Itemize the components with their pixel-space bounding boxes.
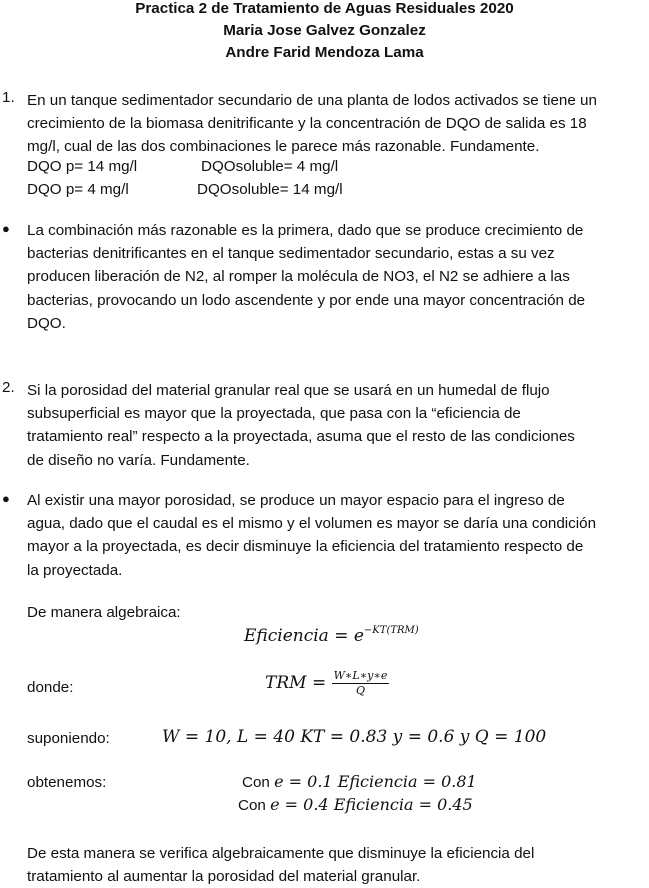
answer-2-bullet: ● — [2, 491, 10, 506]
author-1: Maria Jose Galvez Gonzalez — [223, 22, 426, 39]
answer-2-line: agua, dado que el caudal es el mismo y el volumen es mayor se daría una condición — [27, 515, 597, 533]
answer-1-line: DQO. — [27, 314, 66, 332]
answer-1-text — [27, 219, 647, 335]
question-2-line: Si la porosidad del material granular real que se usará en un humedal de flujo — [27, 382, 550, 399]
answer-2-text — [27, 489, 647, 582]
question-1-line: crecimiento de la biomasa denitrificante y la concentración de DQO de salida es 18 — [27, 115, 587, 133]
obtenemos-label: obtenemos: — [27, 774, 107, 791]
answer-1-line: bacterias, provocando un lodo ascendente y por ende una mayor concentración de — [27, 291, 586, 309]
answer-1-line: producen liberación de N2, al romper la molécula de NO3, el N2 se adhiere a las — [27, 268, 570, 286]
author-2: Andre Farid Mendoza Lama — [225, 44, 424, 61]
question-2-line: subsuperficial es mayor que la proyectada, que pasa con la “eficiencia de — [27, 405, 521, 423]
result-2-math: e = 0.4 Eficiencia = 0.45 — [270, 795, 473, 814]
efficiency-equation — [244, 625, 419, 646]
efficiency-equation-lhs: Eficiencia = e — [244, 626, 364, 646]
question-1-line: mg/l, cual de las dos combinaciones le parece más razonable. Fundamente. — [27, 138, 540, 156]
question-2-line: tratamiento real” respecto a la proyectada, asuma que el resto de las condiciones — [27, 428, 575, 446]
result-1-con: Con — [242, 774, 270, 791]
result-2 — [238, 795, 473, 814]
algebra-label: De manera algebraica: — [27, 604, 181, 621]
answer-2-line: la proyectada. — [27, 561, 123, 579]
result-1 — [242, 772, 477, 791]
question-1-number: 1. — [2, 89, 15, 106]
trm-equation-lhs: TRM = — [265, 673, 327, 693]
conclusion-line: tratamiento al aumentar la porosidad del material granular. — [27, 868, 421, 886]
document-title: Practica 2 de Tratamiento de Aguas Residuales 2020 — [135, 0, 514, 17]
answer-2-line: mayor a la proyectada, es decir disminuye la eficiencia del tratamiento respecto de — [27, 538, 584, 556]
conclusion-text — [27, 842, 647, 888]
question-2-text — [27, 379, 647, 472]
question-1-text — [27, 89, 647, 159]
question-1-line: En un tanque sedimentador secundario de una planta de lodos activados se tiene un — [27, 92, 597, 109]
trm-equation — [265, 669, 389, 698]
efficiency-exponent: −KT(TRM) — [363, 625, 419, 636]
combination-1-dqo-soluble: DQOsoluble= 4 mg/l — [201, 158, 339, 175]
result-1-math: e = 0.1 Eficiencia = 0.81 — [274, 772, 477, 791]
conclusion-line: De esta manera se verifica algebraicamente que disminuye la eficiencia del — [27, 845, 535, 862]
answer-1-line: bacterias denitrificantes en el tanque sedimentador secundario, estas a su vez — [27, 245, 555, 263]
answer-1-bullet: ● — [2, 221, 10, 236]
question-2-number: 2. — [2, 379, 15, 396]
result-2-con: Con — [238, 797, 266, 814]
trm-denominator: Q — [355, 684, 365, 697]
combination-1-dqo-p: DQO p= 14 mg/l — [27, 158, 138, 175]
combination-2-dqo-soluble: DQOsoluble= 14 mg/l — [197, 181, 343, 198]
trm-fraction — [332, 669, 390, 698]
donde-label: donde: — [27, 679, 74, 696]
answer-2-line: Al existir una mayor porosidad, se produce un mayor espacio para el ingreso de — [27, 492, 565, 509]
question-2-line: de diseño no varía. Fundamente. — [27, 451, 250, 469]
answer-1-line: La combinación más razonable es la primera, dado que se produce crecimiento de — [27, 222, 584, 239]
combination-2-dqo-p: DQO p= 4 mg/l — [27, 181, 129, 198]
trm-numerator: W∗L∗y∗e — [333, 669, 388, 682]
assumptions-equation: W = 10, L = 40 KT = 0.83 y = 0.6 y Q = 100 — [162, 727, 547, 747]
suponiendo-label: suponiendo: — [27, 730, 110, 747]
